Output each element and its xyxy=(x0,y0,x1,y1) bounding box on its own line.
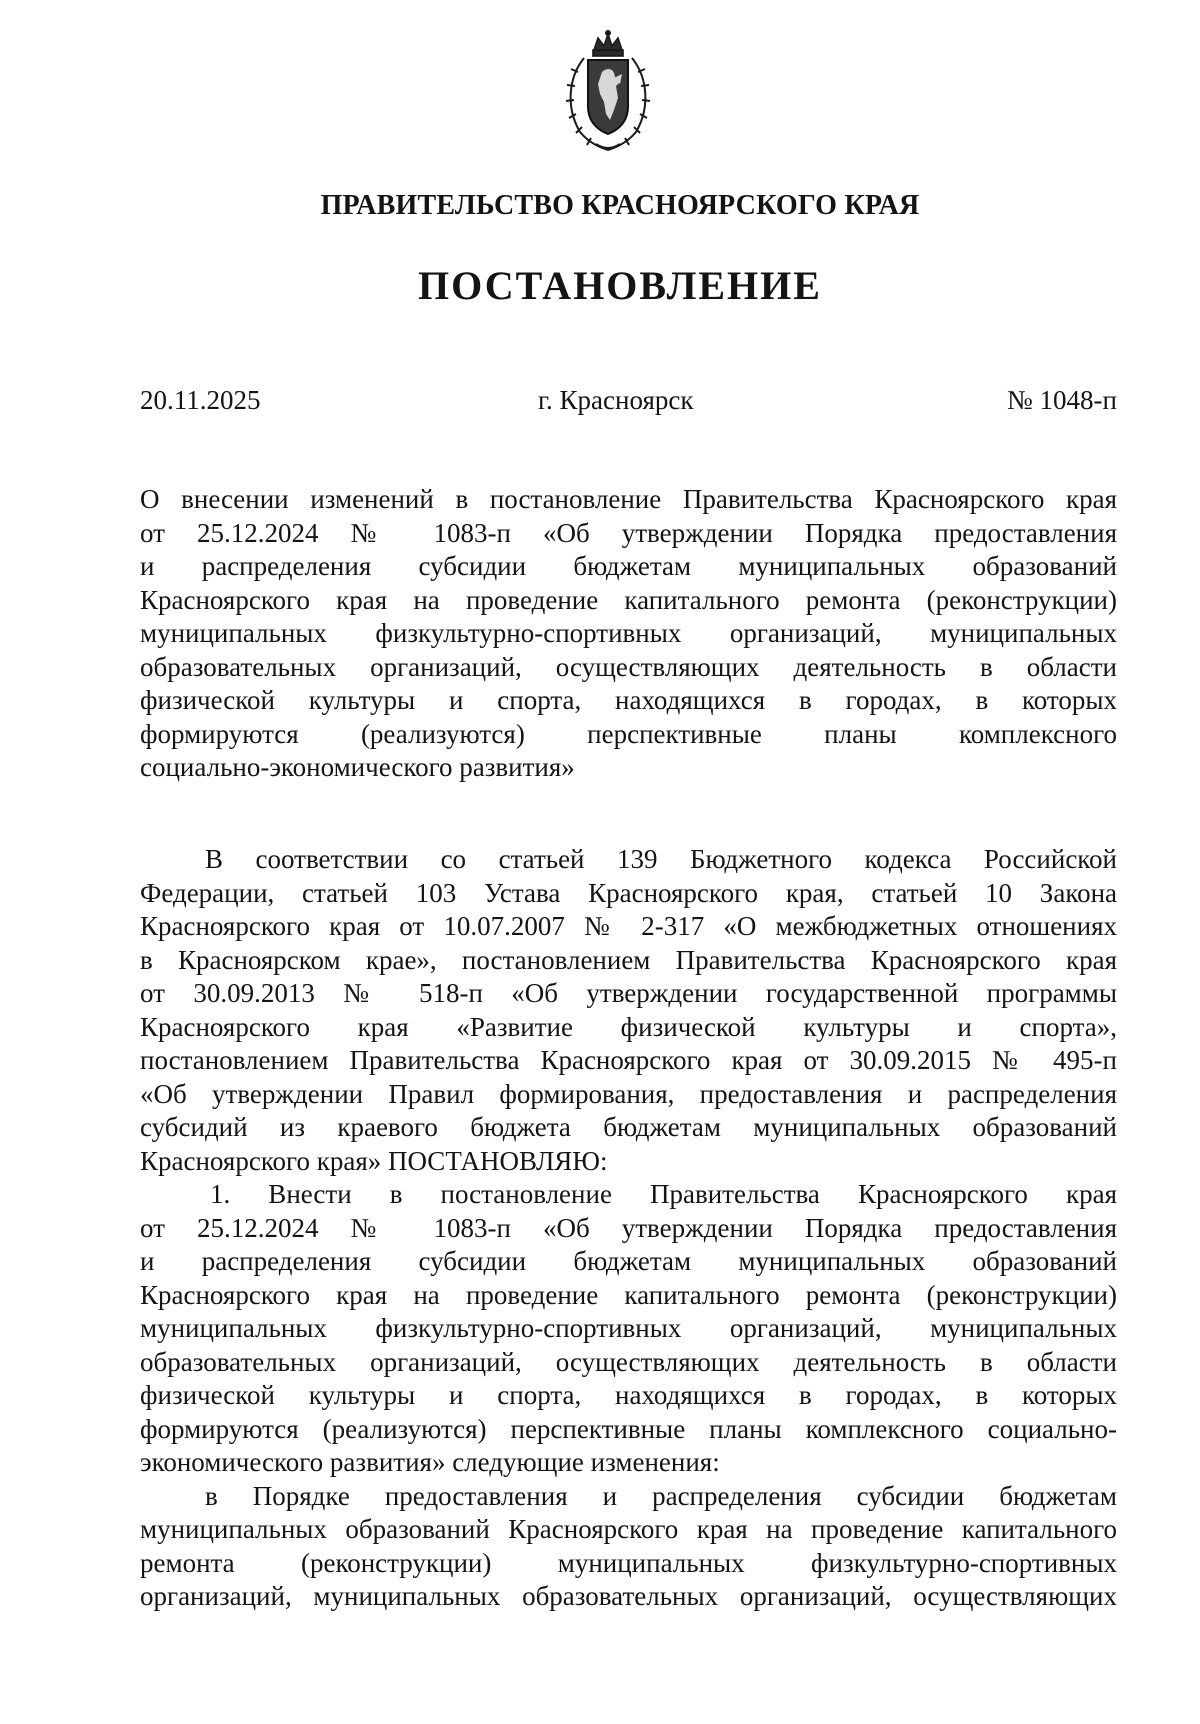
body-line: образовательных организаций, осуществляющих деятельность в области xyxy=(140,1346,1117,1377)
body-line: «Об утверждении Правил формирования, предоставления и распределения xyxy=(140,1078,1117,1109)
title-line: образовательных организаций, осуществляющих деятельность в области xyxy=(140,651,1117,682)
body-line: экономического развития» следующие изменения: xyxy=(140,1447,720,1477)
body-line: Красноярского края на проведение капитального ремонта (реконструкции) xyxy=(140,1279,1117,1310)
title-line: и распределения субсидии бюджетам муниципальных образований xyxy=(140,551,1117,581)
body-line: Красноярского края от 10.07.2007 № 2-317 «О межбюджетных отношениях xyxy=(140,911,1117,941)
document-number: № 1048-п xyxy=(1007,385,1117,415)
body-line: формируются (реализуются) перспективные планы комплексного социально- xyxy=(140,1413,1117,1444)
body-line: ремонта (реконструкции) муниципальных физкультурно-спортивных xyxy=(140,1547,1117,1578)
body-line: постановлением Правительства Красноярского края от 30.09.2015 № 495-п xyxy=(140,1045,1117,1075)
body-line: субсидий из краевого бюджета бюджетам муниципальных образований xyxy=(140,1112,1117,1142)
body-line: организаций, муниципальных образовательных организаций, осуществляющих xyxy=(140,1581,1117,1611)
body-line: физической культуры и спорта, находящихся в городах, в которых xyxy=(140,1380,1117,1410)
body-line: 1. Внести в постановление Правительства Красноярского края xyxy=(210,1179,1117,1209)
body-line: от 25.12.2024 № 1083-п «Об утверждении Порядка предоставления xyxy=(140,1212,1117,1243)
body-line: Красноярского края «Развитие физической культуры и спорта», xyxy=(140,1011,1117,1042)
coat-of-arms-emblem xyxy=(560,28,656,156)
body-line: муниципальных физкультурно-спортивных организаций, муниципальных xyxy=(140,1313,1117,1343)
title-line: муниципальных физкультурно-спортивных организаций, муниципальных xyxy=(140,618,1117,648)
document-title xyxy=(140,483,1117,785)
title-line: от 25.12.2024 № 1083-п «Об утверждении Порядка предоставления xyxy=(140,517,1117,548)
body-line: Федерации, статьей 103 Устава Красноярского края, статьей 10 Закона xyxy=(140,877,1117,908)
document-city: г. Красноярск xyxy=(538,385,694,415)
body-line: и распределения субсидии бюджетам муниципальных образований xyxy=(140,1246,1117,1276)
document-type-heading: ПОСТАНОВЛЕНИЕ xyxy=(418,263,822,308)
title-line: физической культуры и спорта, находящихся в городах, в которых xyxy=(140,685,1117,715)
organization-name: ПРАВИТЕЛЬСТВО КРАСНОЯРСКОГО КРАЯ xyxy=(320,190,920,221)
body-line: Красноярского края» ПОСТАНОВЛЯЮ: xyxy=(140,1145,608,1176)
body-line: муниципальных образований Красноярского края на проведение капитального xyxy=(140,1514,1117,1544)
body-line: от 30.09.2013 № 518-п «Об утверждении государственной программы xyxy=(140,978,1117,1008)
body-line: В соответствии со статьей 139 Бюджетного кодекса Российской xyxy=(205,844,1117,874)
title-line: социально-экономического развития» xyxy=(140,752,575,782)
body-line: в Красноярском крае», постановлением Правительства Красноярского края xyxy=(140,944,1117,975)
body-line: в Порядке предоставления и распределения субсидии бюджетам xyxy=(205,1480,1117,1511)
document-date: 20.11.2025 xyxy=(140,385,261,415)
document-body xyxy=(140,843,1117,1614)
title-line: О внесении изменений в постановление Правительства Красноярского края xyxy=(140,484,1117,514)
title-line: формируются (реализуются) перспективные планы комплексного xyxy=(140,718,1117,749)
title-line: Красноярского края на проведение капитального ремонта (реконструкции) xyxy=(140,584,1117,615)
